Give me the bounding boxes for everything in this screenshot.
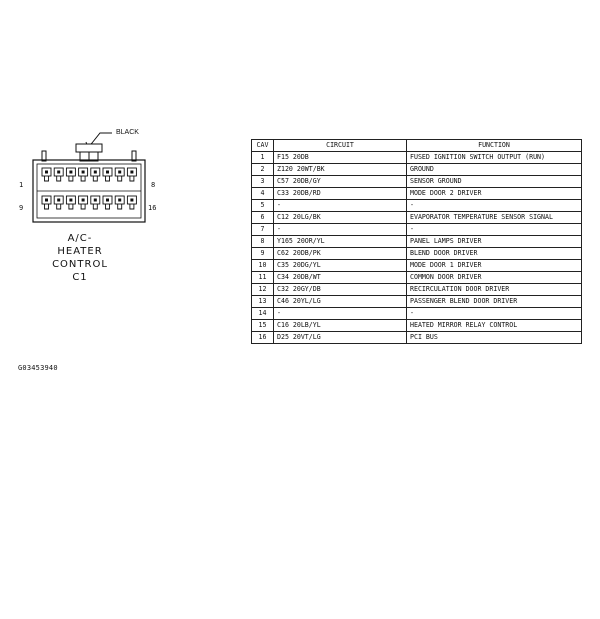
circuit-cell: C33 20DB/RD [274,188,407,200]
cav-cell: 14 [252,308,274,320]
connector-title-line-3: CONTROL [52,259,108,270]
table-row [252,332,582,344]
table-row [252,176,582,188]
circuit-cell: C35 20DG/YL [274,260,407,272]
table-row [252,248,582,260]
cav-cell: 7 [252,224,274,236]
table-header-row [252,140,582,152]
cav-cell: 2 [252,164,274,176]
connector-title-line-1: A/C- [67,233,93,244]
function-cell: HEATED MIRROR RELAY CONTROL [407,320,582,332]
circuit-cell: F15 20DB [274,152,407,164]
table-row [252,152,582,164]
function-cell: PANEL LAMPS DRIVER [407,236,582,248]
cav-cell: 12 [252,284,274,296]
cav-cell: 11 [252,272,274,284]
circuit-cell: C12 20LG/BK [274,212,407,224]
pin-cavity [127,196,136,209]
pin-cavity [115,168,124,181]
connector-diagram [0,0,240,300]
header-cav: CAV [252,140,274,152]
pin-cavity [103,168,112,181]
cav-cell: 6 [252,212,274,224]
circuit-cell: C34 20DB/WT [274,272,407,284]
table-row [252,164,582,176]
pin-label-1: 1 [19,181,24,189]
table-row [252,260,582,272]
circuit-cell: D25 20VT/LG [274,332,407,344]
function-cell: FUSED IGNITION SWITCH OUTPUT (RUN) [407,152,582,164]
table-row [252,188,582,200]
figure-id: G03453940 [18,364,58,372]
pin-cavity [115,196,124,209]
function-cell: - [407,308,582,320]
cav-cell: 3 [252,176,274,188]
table-row [252,320,582,332]
pin-cavity [103,196,112,209]
circuit-cell: - [274,224,407,236]
connector-title-line-4: C1 [72,272,88,283]
pinout-table [251,139,582,344]
function-cell: - [407,200,582,212]
circuit-cell: - [274,308,407,320]
table-row [252,200,582,212]
function-cell: PASSENGER BLEND DOOR DRIVER [407,296,582,308]
pin-cavity [91,168,100,181]
circuit-cell: C32 20GY/DB [274,284,407,296]
pin-cavity [42,196,51,209]
pin-cavity [54,196,63,209]
pin-cavity [91,196,100,209]
wire-color-label: BLACK [116,129,139,136]
table-row [252,308,582,320]
pin-label-8: 8 [151,181,156,189]
function-cell: EVAPORATOR TEMPERATURE SENSOR SIGNAL [407,212,582,224]
cav-cell: 10 [252,260,274,272]
circuit-cell: - [274,200,407,212]
circuit-cell: C16 20LB/YL [274,320,407,332]
function-cell: MODE DOOR 1 DRIVER [407,260,582,272]
circuit-cell: C46 20YL/LG [274,296,407,308]
cav-cell: 13 [252,296,274,308]
cav-cell: 4 [252,188,274,200]
cav-cell: 1 [252,152,274,164]
function-cell: BLEND DOOR DRIVER [407,248,582,260]
table-row [252,296,582,308]
table-row [252,272,582,284]
pin-cavity [79,168,88,181]
function-cell: MODE DOOR 2 DRIVER [407,188,582,200]
table-row [252,284,582,296]
table-row [252,224,582,236]
circuit-cell: C62 20DB/PK [274,248,407,260]
pin-cavity [42,168,51,181]
function-cell: COMMON DOOR DRIVER [407,272,582,284]
table-row [252,236,582,248]
function-cell: PCI BUS [407,332,582,344]
circuit-cell: Z120 20WT/BK [274,164,407,176]
header-function: FUNCTION [407,140,582,152]
header-circuit: CIRCUIT [274,140,407,152]
cav-cell: 8 [252,236,274,248]
pin-cavity [66,196,75,209]
table-row [252,212,582,224]
function-cell: GROUND [407,164,582,176]
pin-cavity [66,168,75,181]
pin-label-16: 16 [148,204,157,212]
cav-cell: 5 [252,200,274,212]
circuit-cell: Y165 20OR/YL [274,236,407,248]
function-cell: - [407,224,582,236]
connector-pins [42,168,136,209]
pin-cavity [79,196,88,209]
pin-label-9: 9 [19,204,24,212]
cav-cell: 16 [252,332,274,344]
function-cell: RECIRCULATION DOOR DRIVER [407,284,582,296]
cav-cell: 9 [252,248,274,260]
connector-latch [76,144,102,161]
pin-cavity [127,168,136,181]
function-cell: SENSOR GROUND [407,176,582,188]
circuit-cell: C57 20DB/GY [274,176,407,188]
cav-cell: 15 [252,320,274,332]
pin-cavity [54,168,63,181]
connector-title-line-2: HEATER [57,246,103,257]
